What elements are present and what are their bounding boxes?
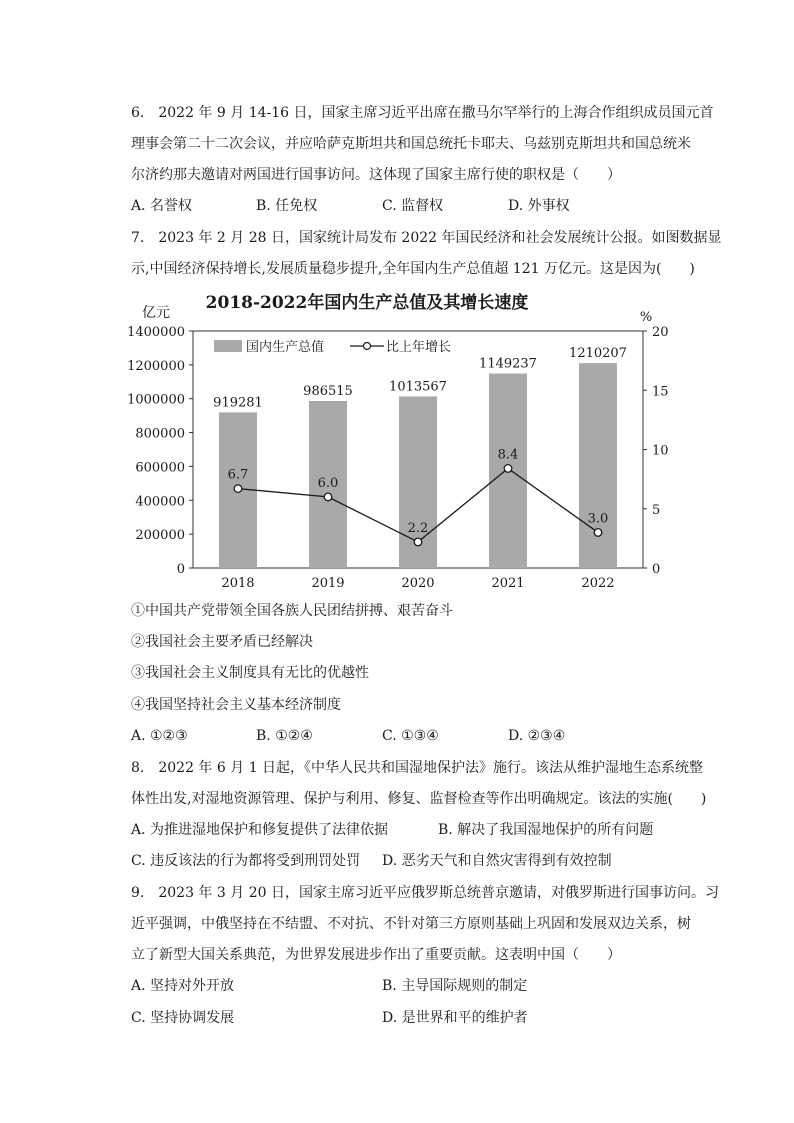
- q7-option-d: D. ②③④: [508, 728, 566, 744]
- y-left-tick-label: 600000: [135, 460, 185, 476]
- x-tick-label: 2019: [311, 576, 345, 591]
- y-axis-right-label: %: [639, 310, 653, 325]
- q8-option-a: A. 为推进湿地保护和修复提供了法律依据: [131, 822, 389, 838]
- y-left-tick-label: 200000: [135, 528, 185, 544]
- x-tick-label: 2020: [401, 576, 435, 591]
- q7-statement-4: ④我国坚持社会主义基本经济制度: [131, 697, 341, 713]
- legend: [214, 339, 451, 355]
- q9-stem-line-1: 9. 2023 年 3 月 20 日，国家主席习近平应俄罗斯总统普京邀请，对俄罗斯进行国事访问。习: [131, 885, 719, 901]
- y-right-tick-label: 15: [652, 384, 669, 400]
- gdp-chart: [120, 286, 680, 592]
- gdp-bar-label: 919281: [213, 395, 263, 411]
- legend-bar-swatch: [214, 340, 242, 352]
- q7-option-b: B. ①②④: [256, 728, 313, 744]
- growth-label: 6.7: [227, 467, 249, 483]
- q8-option-d: D. 恶劣天气和自然灾害得到有效控制: [382, 853, 612, 869]
- q6-stem-line-1: 6. 2022 年 9 月 14-16 日，国家主席习近平出席在撒马尔罕举行的上海合作组织成员国元首: [131, 105, 714, 121]
- y-left-tick-label: 400000: [135, 494, 185, 510]
- q6-stem-line-3: 尔济约那夫邀请对两国进行国事访问。这体现了国家主席行使的职权是（ ）: [131, 167, 621, 183]
- x-axis: [221, 576, 614, 591]
- y-left-tick-label: 0: [176, 562, 185, 577]
- q8-stem-line-2: 体性出发,对湿地资源管理、保护与利用、修复、监督检查等作出明确规定。该法的实施( ): [131, 791, 707, 807]
- q9-option-c: C. 坚持协调发展: [131, 1010, 235, 1026]
- gdp-bar-label: 986515: [303, 383, 353, 399]
- q6-stem-line-2: 理事会第二十二次会议，并应哈萨克斯坦共和国总统托卡耶夫、乌兹别克斯坦共和国总统米: [131, 136, 691, 152]
- y-left-tick-label: 800000: [135, 426, 185, 442]
- q7-option-a: A. ①②③: [131, 728, 188, 744]
- q6-option-d: D. 外事权: [508, 198, 570, 214]
- q6-option-a: A. 名誉权: [131, 198, 193, 214]
- q7-option-c: C. ①③④: [382, 728, 439, 744]
- q8-option-c: C. 违反该法的行为都将受到刑罚处罚: [131, 853, 361, 869]
- growth-label: 3.0: [587, 511, 609, 527]
- q8-stem-line-1: 8. 2022 年 6 月 1 日起，《中华人民共和国湿地保护法》施行。该法从维护湿地生态系统整: [131, 760, 704, 776]
- gdp-bar: [579, 363, 617, 568]
- q6-option-c: C. 监督权: [382, 198, 444, 214]
- growth-point: [594, 529, 602, 537]
- y-left-tick-label: 1000000: [127, 392, 185, 408]
- y-right-tick-label: 5: [652, 502, 661, 518]
- y-left-tick-label: 1200000: [127, 358, 185, 374]
- x-tick-label: 2022: [581, 576, 615, 591]
- gdp-bar-label: 1149237: [479, 356, 537, 372]
- x-tick-label: 2018: [221, 576, 255, 591]
- q8-option-b: B. 解决了我国湿地保护的所有问题: [438, 822, 654, 838]
- growth-label: 8.4: [497, 447, 519, 463]
- q7-statement-1: ①中国共产党带领全国各族人民团结拼搏、艰苦奋斗: [131, 603, 453, 619]
- q9-stem-line-3: 立了新型大国关系典范，为世界发展进步作出了重要贡献。这表明中国（ ）: [131, 947, 621, 963]
- y-right-tick-label: 20: [652, 325, 669, 340]
- y-right-tick-label: 0: [652, 562, 661, 577]
- growth-point: [414, 538, 422, 546]
- x-tick-label: 2021: [491, 576, 525, 591]
- y-left-tick-label: 1400000: [127, 325, 185, 340]
- q7-stem-line-2: 示,中国经济保持增长,发展质量稳步提升,全年国内生产总值超 121 万亿元。这是因为( ): [131, 261, 695, 277]
- q7-stem-line-1: 7. 2023 年 2 月 28 日，国家统计局发布 2022 年国民经济和社会发展统计公报。如图数据显: [131, 230, 722, 246]
- growth-label: 6.0: [317, 475, 339, 491]
- q9-option-b: B. 主导国际规则的制定: [382, 978, 528, 994]
- q7-statement-3: ③我国社会主义制度具有无比的优越性: [131, 665, 369, 681]
- chart-title: 2018-2022年国内生产总值及其增长速度: [205, 293, 529, 313]
- q6-option-b: B. 任免权: [256, 198, 318, 214]
- gdp-bar-label: 1013567: [389, 379, 447, 395]
- y-right-tick-label: 10: [652, 443, 669, 459]
- y-axis-left-label: 亿元: [142, 305, 170, 321]
- legend-line-label: 比上年增长: [386, 340, 452, 355]
- y-axis-right: [643, 325, 669, 577]
- growth-point: [504, 465, 512, 473]
- legend-line-marker: [364, 343, 371, 350]
- growth-label: 2.2: [407, 520, 429, 536]
- q7-statement-2: ②我国社会主要矛盾已经解决: [131, 634, 313, 650]
- growth-point: [234, 485, 242, 493]
- q9-option-d: D. 是世界和平的维护者: [382, 1010, 528, 1026]
- q9-option-a: A. 坚持对外开放: [131, 978, 235, 994]
- legend-bar-label: 国内生产总值: [246, 340, 325, 355]
- growth-point: [324, 493, 332, 501]
- q9-stem-line-2: 近平强调，中俄坚持在不结盟、不对抗、不针对第三方原则基础上巩固和发展双边关系，树: [131, 916, 691, 932]
- gdp-bar-label: 1210207: [569, 346, 627, 362]
- y-axis-left: [127, 325, 193, 577]
